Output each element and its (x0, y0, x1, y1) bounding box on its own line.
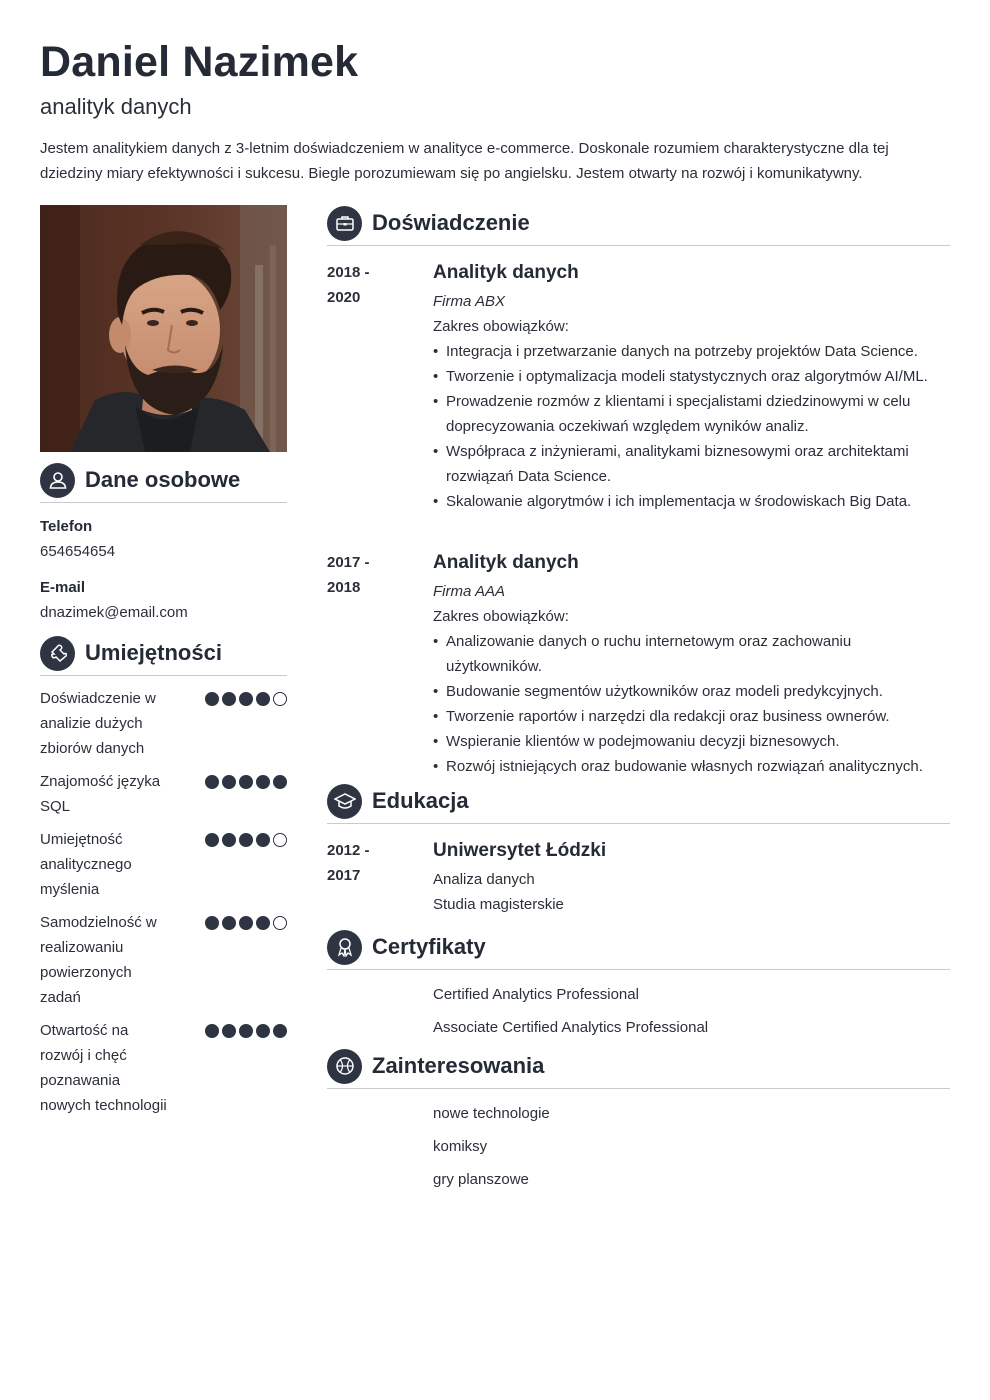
duty-item: • Tworzenie i optymalizacja modeli statystycznych oraz algorytmów AI/ML. (433, 364, 950, 389)
skill-dot-filled (256, 692, 270, 706)
profile-summary: Jestem analitykiem danych z 3-letnim doświadczeniem w analityce e-commerce. Doskonale rozumiem charakterystyczne dla tej dziedziny miary efektywności i sukcesu. Biegle porozumiewam się po angielsku. Jestem otwarty na rozwój i komunikatywny. (40, 140, 889, 182)
skill-name: Otwartość na rozwój i chęć poznawania nowych technologii (40, 1022, 167, 1114)
skill-dot-filled (205, 775, 219, 789)
skill-dot-empty (273, 833, 287, 847)
skill-row (40, 910, 287, 1010)
skill-dot-filled (256, 833, 270, 847)
skill-dot-filled (256, 775, 270, 789)
certificates-list (433, 982, 950, 1040)
experience-entry (327, 550, 950, 779)
profile-photo (40, 205, 287, 452)
section-title: Dane osobowe (85, 467, 241, 492)
phone-label: Telefon (40, 518, 93, 535)
section-title: Umiejętności (85, 640, 222, 665)
company-name: Firma AAA (433, 583, 505, 600)
skill-dot-filled (256, 1024, 270, 1038)
puzzle-icon (40, 636, 75, 671)
duty-item: • Skalowanie algorytmów i ich implementacja w środowiskach Big Data. (433, 489, 950, 514)
experience-heading (327, 205, 950, 246)
skill-dot-filled (222, 833, 236, 847)
skill-row (40, 769, 287, 819)
degree: Studia magisterskie (433, 896, 564, 913)
skill-dot-filled (222, 692, 236, 706)
interests-list (433, 1101, 950, 1192)
certificate-item: Certified Analytics Professional (433, 986, 639, 1003)
duties-list (433, 339, 950, 514)
section-title: Doświadczenie (372, 210, 530, 235)
award-ribbon-icon (327, 930, 362, 965)
certificates-heading (327, 929, 950, 970)
skill-dot-filled (239, 1024, 253, 1038)
basketball-icon (327, 1049, 362, 1084)
personal-data-heading (40, 462, 287, 503)
skill-name: Doświadczenie w analizie dużych zbiorów danych (40, 690, 156, 757)
field-of-study: Analiza danych (433, 871, 535, 888)
skill-level-dots (205, 833, 287, 902)
skill-dot-empty (273, 692, 287, 706)
school-name: Uniwersytet Łódzki (433, 840, 607, 861)
skill-dot-filled (239, 916, 253, 930)
candidate-job-title: analityk danych (40, 94, 192, 119)
skill-dot-filled (239, 833, 253, 847)
right-column (327, 205, 950, 1200)
skill-dot-filled (273, 1024, 287, 1038)
education-date: 2012 - 2017 (327, 842, 370, 884)
duty-item: • Budowanie segmentów użytkowników oraz modeli predykcyjnych. (433, 679, 950, 704)
skill-name: Znajomość języka SQL (40, 773, 161, 815)
interest-item: gry planszowe (433, 1171, 529, 1188)
interests-heading (327, 1048, 950, 1089)
certificate-item: Associate Certified Analytics Professional (433, 1019, 709, 1036)
candidate-name: Daniel Nazimek (40, 38, 359, 86)
skill-dot-filled (205, 692, 219, 706)
interest-item: komiksy (433, 1138, 488, 1155)
skill-name: Samodzielność w realizowaniu powierzonych zadań (40, 914, 157, 1006)
skill-dot-filled (222, 1024, 236, 1038)
job-title: Analityk danych (433, 552, 579, 573)
phone-value: 654654654 (40, 543, 116, 560)
experience-date: 2018 - 2020 (327, 264, 370, 306)
skills-heading (40, 635, 287, 676)
skill-level-dots (205, 916, 287, 1010)
skill-dot-filled (256, 916, 270, 930)
duty-item: • Prowadzenie rozmów z klientami i specjalistami dziedzinowymi w celu doprecyzowania oczekiwań względem wyników analiz. (433, 389, 950, 439)
duties-label: Zakres obowiązków: (433, 608, 569, 625)
interest-item: nowe technologie (433, 1105, 550, 1122)
skill-dot-filled (222, 775, 236, 789)
skill-dot-filled (239, 775, 253, 789)
duties-label: Zakres obowiązków: (433, 318, 569, 335)
user-icon (40, 463, 75, 498)
briefcase-icon (327, 206, 362, 241)
email-value: dnazimek@email.com (40, 604, 188, 621)
skill-dot-filled (205, 916, 219, 930)
duty-item: • Tworzenie raportów i narzędzi dla redakcji oraz business ownerów. (433, 704, 950, 729)
resume-header (40, 36, 950, 186)
experience-list (327, 260, 950, 779)
duty-item: • Integracja i przetwarzanie danych na potrzeby projektów Data Science. (433, 339, 950, 364)
company-name: Firma ABX (433, 293, 505, 310)
education-heading (327, 783, 950, 824)
skill-level-dots (205, 692, 287, 761)
skill-row (40, 1018, 287, 1118)
section-title: Certyfikaty (372, 934, 486, 959)
experience-date: 2017 - 2018 (327, 554, 370, 596)
skill-dot-filled (205, 1024, 219, 1038)
duty-item: • Współpraca z inżynierami, analitykami biznesowymi oraz architektami rozwiązań Data Science. (433, 439, 950, 489)
left-column (40, 205, 287, 1126)
graduation-cap-icon (327, 784, 362, 819)
skill-row (40, 686, 287, 761)
skill-level-dots (205, 1024, 287, 1118)
skill-dot-filled (222, 916, 236, 930)
duty-item: • Wspieranie klientów w podejmowaniu decyzji biznesowych. (433, 729, 950, 754)
section-title: Zainteresowania (372, 1053, 545, 1078)
skill-dot-filled (273, 775, 287, 789)
skill-row (40, 827, 287, 902)
skill-dot-filled (239, 692, 253, 706)
education-entry (327, 838, 950, 917)
section-title: Edukacja (372, 788, 469, 813)
skill-level-dots (205, 775, 287, 819)
duties-list (433, 629, 950, 779)
experience-entry (327, 260, 950, 514)
duty-item: • Analizowanie danych o ruchu internetowym oraz zachowaniu użytkowników. (433, 629, 950, 679)
job-title: Analityk danych (433, 262, 579, 283)
skill-name: Umiejętność analitycznego myślenia (40, 831, 132, 898)
skills-list (40, 686, 287, 1118)
duty-item: • Rozwój istniejących oraz budowanie własnych rozwiązań analitycznych. (433, 754, 950, 779)
skill-dot-empty (273, 916, 287, 930)
skill-dot-filled (205, 833, 219, 847)
email-label: E-mail (40, 579, 86, 596)
